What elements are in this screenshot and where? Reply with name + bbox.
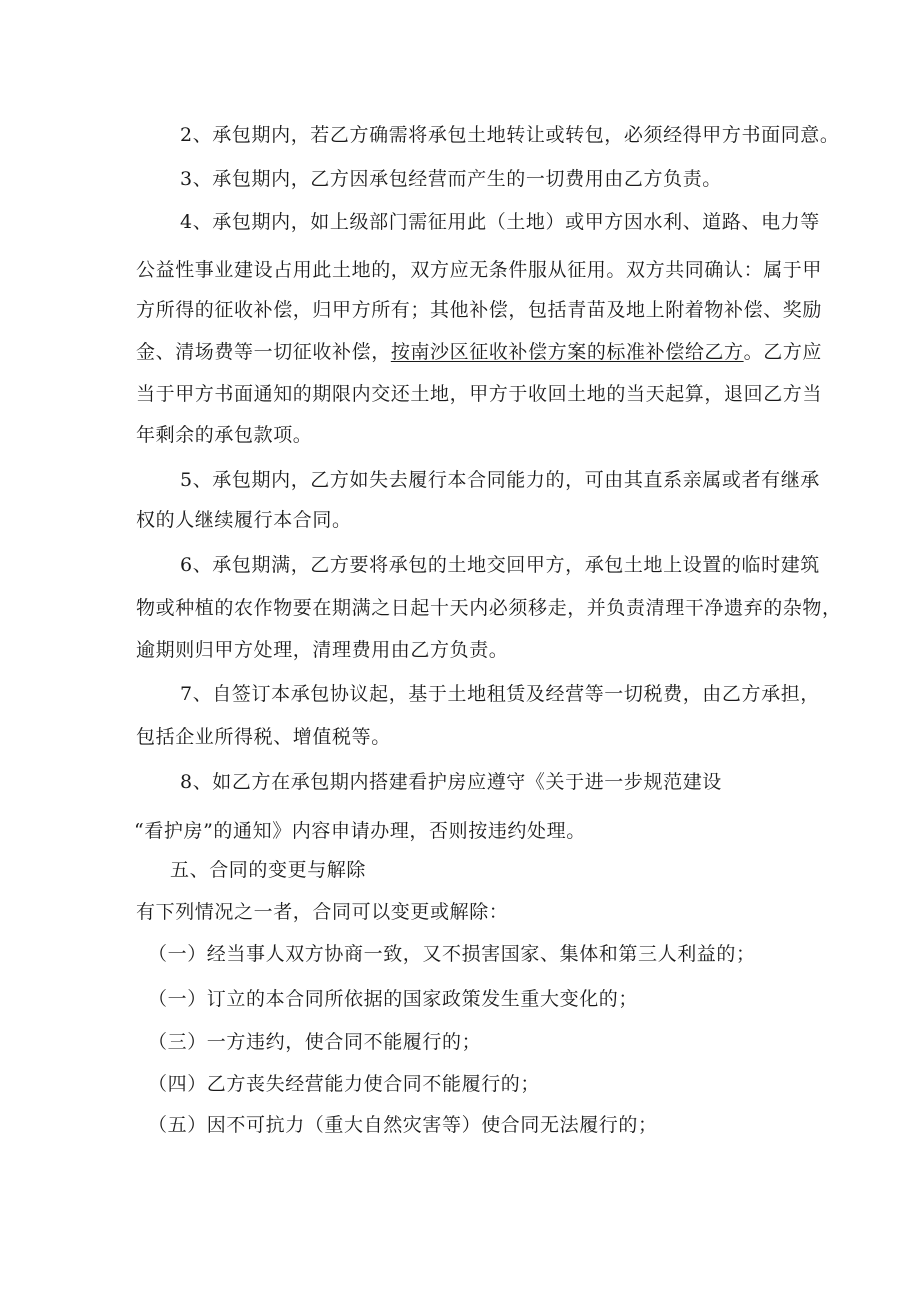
clause-7-line-2: 包括企业所得税、增值税等。 (136, 726, 391, 748)
clause-5-line-1: 5、承包期内，乙方如失去履行本合同能力的，可由其直系亲属或者有继承 (180, 469, 820, 491)
clause-4-line-3: 方所得的征收补偿，归甲方所有；其他补偿，包括青苗及地上附着物补偿、奖励 (136, 299, 823, 321)
compensation-standard-underlined: 按南沙区征收补偿方案的标准补偿给乙方 (390, 341, 744, 363)
clause-8-line-1: 8、如乙方在承包期内搭建看护房应遵守《关于进一步规范建设 (180, 771, 722, 793)
clause-4-line-6: 年剩余的承包款项。 (136, 424, 313, 446)
condition-item-2: （一）订立的本合同所依据的国家政策发生重大变化的； (148, 988, 639, 1010)
condition-item-5: （五）因不可抗力（重大自然灾害等）使合同无法履行的； (148, 1114, 658, 1136)
condition-item-1: （一）经当事人双方协商一致，又不损害国家、集体和第三人利益的； (148, 943, 756, 965)
clause-2: 2、承包期内，若乙方确需将承包土地转让或转包，必须经得甲方书面同意。 (180, 124, 840, 146)
clause-4-line-4-end: 。乙方应 (743, 341, 823, 363)
clause-7-line-1: 7、自签订本承包协议起，基于土地租赁及经营等一切税费，由乙方承担， (180, 683, 820, 705)
condition-item-3: （三）一方违约，使合同不能履行的； (148, 1031, 482, 1053)
clause-4-line-5: 当于甲方书面通知的期限内交还土地，甲方于收回土地的当天起算，退回乙方当 (136, 383, 823, 405)
clause-5-line-2: 权的人继续履行本合同。 (136, 509, 352, 531)
clause-6-line-1: 6、承包期满，乙方要将承包的土地交回甲方，承包土地上设置的临时建筑 (180, 554, 820, 576)
clause-4-line-1: 4、承包期内，如上级部门需征用此（土地）或甲方因水利、道路、电力等 (180, 211, 820, 233)
clause-6-line-3: 逾期则归甲方处理，清理费用由乙方负责。 (136, 639, 509, 661)
clause-6-line-2: 物或种植的农作物要在期满之日起十天内必须移走，并负责清理干净遗弃的杂物， (136, 597, 842, 619)
clause-4-line-2: 公益性事业建设占用此土地的，双方应无条件服从征用。双方共同确认：属于甲 (136, 259, 823, 281)
clause-3: 3、承包期内，乙方因承包经营而产生的一切费用由乙方负责。 (180, 168, 722, 190)
section-5-title: 五、合同的变更与解除 (170, 859, 367, 881)
condition-item-4: （四）乙方丧失经营能力使合同不能履行的； (148, 1073, 541, 1095)
clause-8-line-2: “看护房”的通知》内容申请办理，否则按违约处理。 (134, 820, 586, 842)
section-5-intro: 有下列情况之一者，合同可以变更或解除： (136, 901, 509, 923)
clause-4-line-4 (136, 340, 822, 364)
clause-4-line-4-start: 金、清场费等一切征收补偿， (136, 341, 391, 363)
